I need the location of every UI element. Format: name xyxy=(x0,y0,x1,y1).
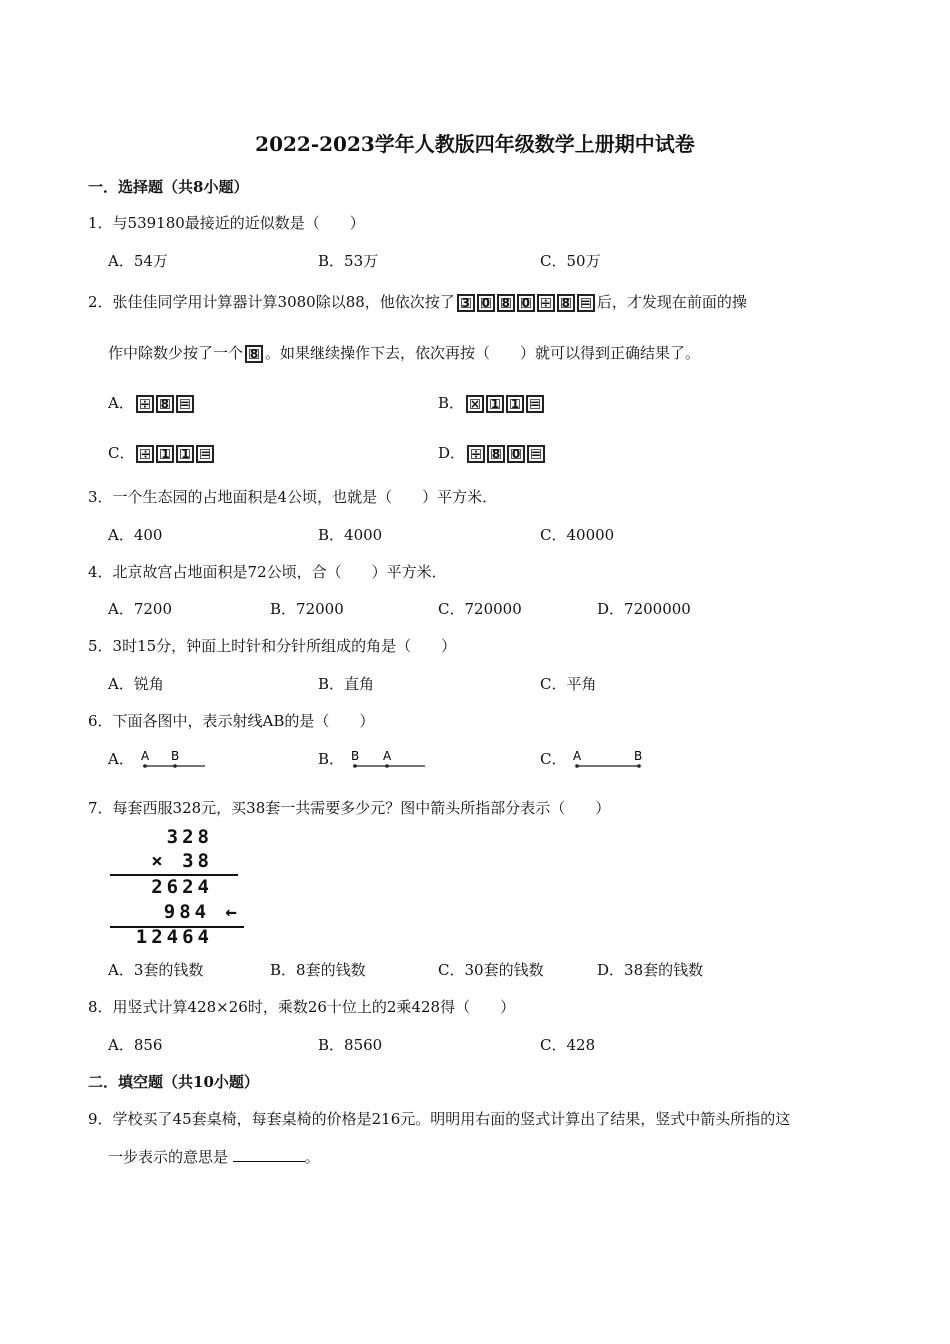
section-fill-title: 二．填空题（共10小题） xyxy=(88,1073,259,1091)
q4-option-a[interactable]: A．7200 xyxy=(108,600,173,618)
calculator-key: 8 xyxy=(497,294,515,312)
q6-option-a[interactable] xyxy=(108,748,209,772)
q2-text-line2-post: 。如果继续操作下去，依次再按（ ）就可以得到正确结果了。 xyxy=(265,344,701,362)
point-label: B xyxy=(634,749,643,763)
calculator-key: ÷ xyxy=(136,395,154,413)
question-6-text: 6．下面各图中，表示射线AB的是（ ） xyxy=(88,712,375,730)
q7-option-b[interactable]: B．8套的钱数 xyxy=(270,961,366,979)
question-3-text: 3．一个生态园的占地面积是4公顷，也就是（ ）平方米． xyxy=(88,488,498,506)
ray-figure-c xyxy=(571,748,646,772)
point-label: A xyxy=(140,749,149,763)
q1-option-b[interactable]: B．53万 xyxy=(318,252,379,270)
q2-option-c[interactable] xyxy=(108,442,216,463)
calculator-key: ÷ xyxy=(136,445,154,463)
q2-text-line2-pre: 作中除数少按了一个 xyxy=(108,344,244,362)
ray-figure-a xyxy=(139,748,209,772)
question-2-line-1 xyxy=(88,291,747,312)
ray-figure-b xyxy=(349,748,429,772)
question-8-text: 8．用竖式计算428×26时，乘数26十位上的2乘428得（ ） xyxy=(88,998,516,1016)
answer-blank[interactable] xyxy=(233,1147,305,1162)
q8-option-b[interactable]: B．8560 xyxy=(318,1036,383,1054)
q2-missing-key-wrap xyxy=(245,345,263,363)
q6-option-a-label: A． xyxy=(108,750,134,768)
calculator-key: 0 xyxy=(507,445,525,463)
q2-option-b-label: B． xyxy=(438,394,465,412)
q8-option-c[interactable]: C．428 xyxy=(540,1036,596,1054)
calculator-key: = xyxy=(527,445,545,463)
q2-option-b-keys xyxy=(466,395,544,413)
calculator-key: = xyxy=(176,395,194,413)
question-5-text: 5．3时15分，钟面上时针和分针所组成的角是（ ） xyxy=(88,637,457,655)
q6-option-c-label: C． xyxy=(540,750,567,768)
q3-option-b[interactable]: B．4000 xyxy=(318,526,383,544)
q9-text-post: 。 xyxy=(304,1148,320,1166)
point-label: A xyxy=(573,749,582,763)
q2-text-pre: 2．张佳佳同学用计算器计算3080除以88，他依次按了 xyxy=(88,293,455,311)
q3-option-c[interactable]: C．40000 xyxy=(540,526,615,544)
calculator-key: = xyxy=(526,395,544,413)
calculator-key: 1 xyxy=(156,445,174,463)
q2-option-a-label: A． xyxy=(108,394,134,412)
q9-text-pre: 一步表示的意思是 xyxy=(108,1148,229,1166)
question-9-line-2 xyxy=(108,1146,320,1167)
q3-option-a[interactable]: A．400 xyxy=(108,526,163,544)
calculator-key: 8 xyxy=(245,345,263,363)
calculator-key: 0 xyxy=(477,294,495,312)
calc-row-partial-1: 2624 xyxy=(151,876,213,898)
q1-option-a[interactable]: A．54万 xyxy=(108,252,168,270)
calc-row-multiplier: × 38 xyxy=(151,850,213,872)
calculator-key: × xyxy=(466,395,484,413)
q2-option-d-label: D． xyxy=(438,444,466,462)
question-9-line-1: 9．学校买了45套桌椅，每套桌椅的价格是216元。明明用右面的竖式计算出了结果，竖式中箭头所指的这 xyxy=(88,1110,791,1128)
calculator-key: 0 xyxy=(517,294,535,312)
calculator-key: 1 xyxy=(506,395,524,413)
q6-option-c[interactable] xyxy=(540,748,646,772)
section-choice-title: 一．选择题（共8小题） xyxy=(88,178,249,196)
q2-text-post: 后，才发现在前面的操 xyxy=(596,293,747,311)
calculator-key: 1 xyxy=(176,445,194,463)
q7-option-d[interactable]: D．38套的钱数 xyxy=(597,961,704,979)
q5-option-b[interactable]: B．直角 xyxy=(318,675,375,693)
point-label: A xyxy=(382,749,392,763)
question-4-text: 4．北京故宫占地面积是72公顷，合（ ）平方米． xyxy=(88,563,447,581)
q4-option-d[interactable]: D．7200000 xyxy=(597,600,691,618)
page-title: 2022-2023学年人教版四年级数学上册期中试卷 xyxy=(255,132,695,156)
q2-key-sequence xyxy=(457,294,595,312)
calculator-key: ÷ xyxy=(537,294,555,312)
calc-row-product: 12464 xyxy=(135,926,213,948)
point-label: B xyxy=(170,749,179,763)
calculator-key: 1 xyxy=(486,395,504,413)
q4-option-b[interactable]: B．72000 xyxy=(270,600,344,618)
point-label: B xyxy=(350,749,360,763)
q2-option-a-keys xyxy=(136,395,194,413)
calculator-key: = xyxy=(577,294,595,312)
calc-row-partial-2: 984 ← xyxy=(163,901,241,923)
q6-option-b[interactable] xyxy=(318,748,429,772)
q6-option-b-label: B． xyxy=(318,750,345,768)
q4-option-c[interactable]: C．720000 xyxy=(438,600,522,618)
calculator-key: 3 xyxy=(457,294,475,312)
calculator-key: 8 xyxy=(487,445,505,463)
q2-option-b[interactable] xyxy=(438,392,546,413)
q7-option-a[interactable]: A．3套的钱数 xyxy=(108,961,204,979)
calculator-key: 8 xyxy=(557,294,575,312)
q5-option-a[interactable]: A．锐角 xyxy=(108,675,164,693)
calculator-key: 8 xyxy=(156,395,174,413)
q1-option-c[interactable]: C．50万 xyxy=(540,252,601,270)
q2-option-c-label: C． xyxy=(108,444,135,462)
vertical-multiplication xyxy=(110,826,245,950)
q2-option-d-keys xyxy=(467,445,545,463)
question-2-line-2 xyxy=(108,342,700,363)
question-1-text: 1．与539180最接近的近似数是（ ） xyxy=(88,214,365,232)
q2-option-c-keys xyxy=(136,445,214,463)
question-7-text: 7．每套西服328元，买38套一共需要多少元？图中箭头所指部分表示（ ） xyxy=(88,799,611,817)
q2-option-d[interactable] xyxy=(438,442,547,463)
q7-option-c[interactable]: C．30套的钱数 xyxy=(438,961,544,979)
calculator-key: = xyxy=(196,445,214,463)
q5-option-c[interactable]: C．平角 xyxy=(540,675,597,693)
q2-option-a[interactable] xyxy=(108,392,196,413)
q8-option-a[interactable]: A．856 xyxy=(108,1036,163,1054)
calc-row-multiplicand: 328 xyxy=(166,826,213,848)
calculator-key: ÷ xyxy=(467,445,485,463)
